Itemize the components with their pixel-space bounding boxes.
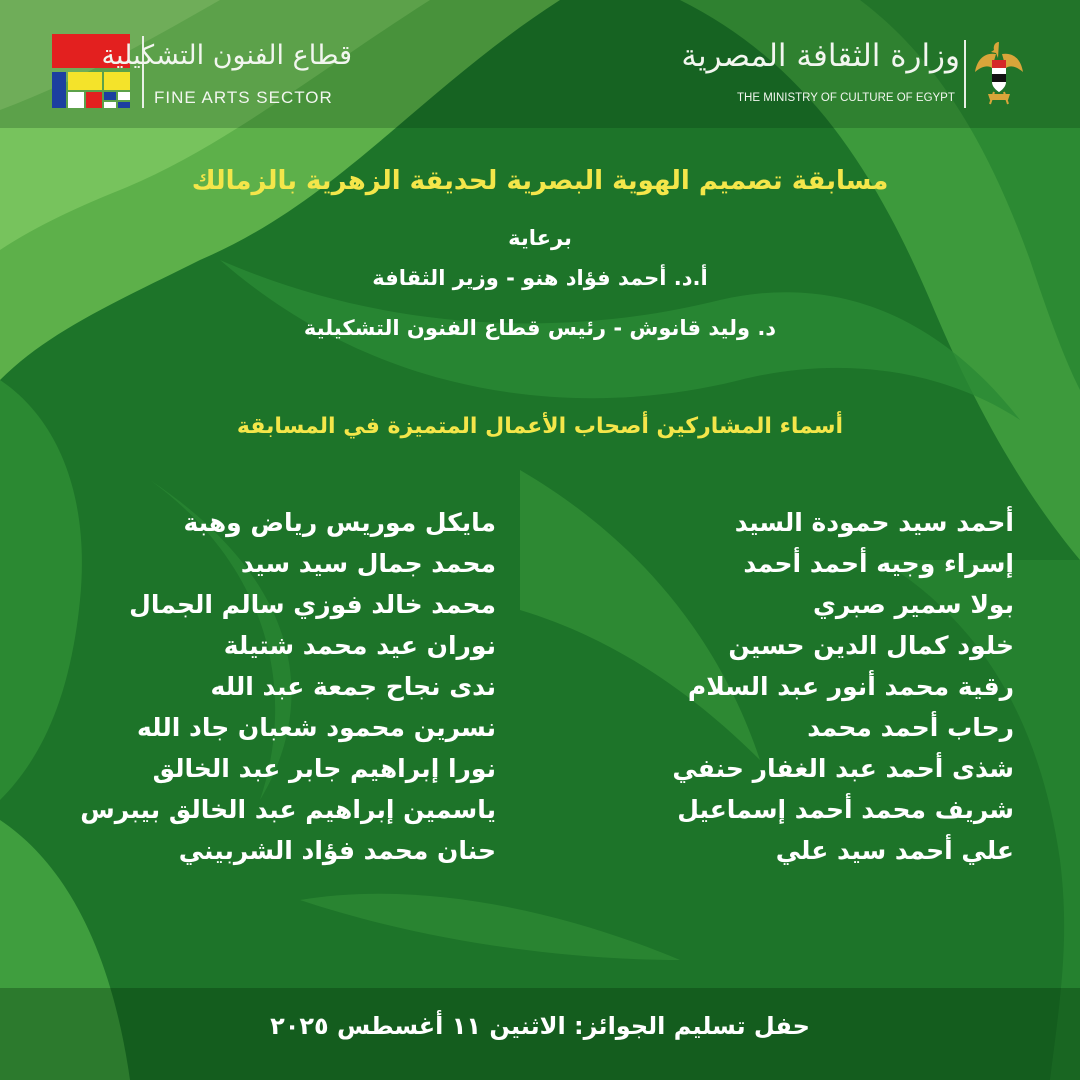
fine-arts-sector-arabic: قطاع الفنون التشكيلية: [101, 40, 352, 71]
ministry-of-culture-arabic: وزارة الثقافة المصرية: [681, 38, 960, 74]
list-item: علي أحمد سيد علي: [775, 836, 1014, 865]
sponsor-label: برعاية: [508, 226, 572, 250]
award-ceremony-date: حفل تسليم الجوائز: الاثنين ١١ أغسطس ٢٠٢٥: [270, 1012, 810, 1040]
list-item: محمد جمال سيد سيد: [240, 549, 496, 578]
competition-title: مسابقة تصميم الهوية البصرية لحديقة الزهرية بالزمالك: [191, 166, 889, 196]
list-item: شريف محمد أحمد إسماعيل: [677, 795, 1014, 824]
list-item: ندى نجاح جمعة عبد الله: [210, 672, 496, 701]
ministry-divider: [964, 40, 966, 108]
list-item: رقية محمد أنور عبد السلام: [687, 672, 1014, 701]
list-item: محمد خالد فوزي سالم الجمال: [129, 590, 496, 619]
list-item: شذى أحمد عبد الغفار حنفي: [672, 754, 1014, 783]
egypt-eagle-emblem-icon: [974, 38, 1024, 108]
list-item: حنان محمد فؤاد الشربيني: [178, 836, 496, 865]
names-list-right: [600, 502, 1014, 871]
list-item: خلود كمال الدين حسين: [728, 631, 1014, 660]
list-item: نورا إبراهيم جابر عبد الخالق: [152, 754, 496, 783]
list-item: رحاب أحمد محمد: [807, 713, 1014, 742]
fine-arts-sector-english: FINE ARTS SECTOR: [154, 88, 333, 107]
list-item: بولا سمير صبري: [812, 590, 1014, 619]
list-item: ياسمين إبراهيم عبد الخالق بيبرس: [80, 795, 496, 824]
list-item: نوران عيد محمد شتيلة: [223, 631, 496, 660]
ministry-of-culture-english: THE MINISTRY OF CULTURE OF EGYPT: [737, 92, 955, 104]
list-item: مايكل موريس رياض وهبة: [183, 508, 496, 537]
patron-sector-head: د. وليد قانوش - رئيس قطاع الفنون التشكيلية: [303, 316, 777, 340]
list-item: إسراء وجيه أحمد أحمد: [743, 549, 1014, 578]
list-item: نسرين محمود شعبان جاد الله: [136, 713, 496, 742]
names-list-left: [40, 502, 496, 871]
participants-subtitle: أسماء المشاركين أصحاب الأعمال المتميزة في المسابقة: [236, 414, 844, 439]
list-item: أحمد سيد حمودة السيد: [734, 508, 1014, 537]
patron-minister: أ.د. أحمد فؤاد هنو - وزير الثقافة: [372, 266, 708, 290]
